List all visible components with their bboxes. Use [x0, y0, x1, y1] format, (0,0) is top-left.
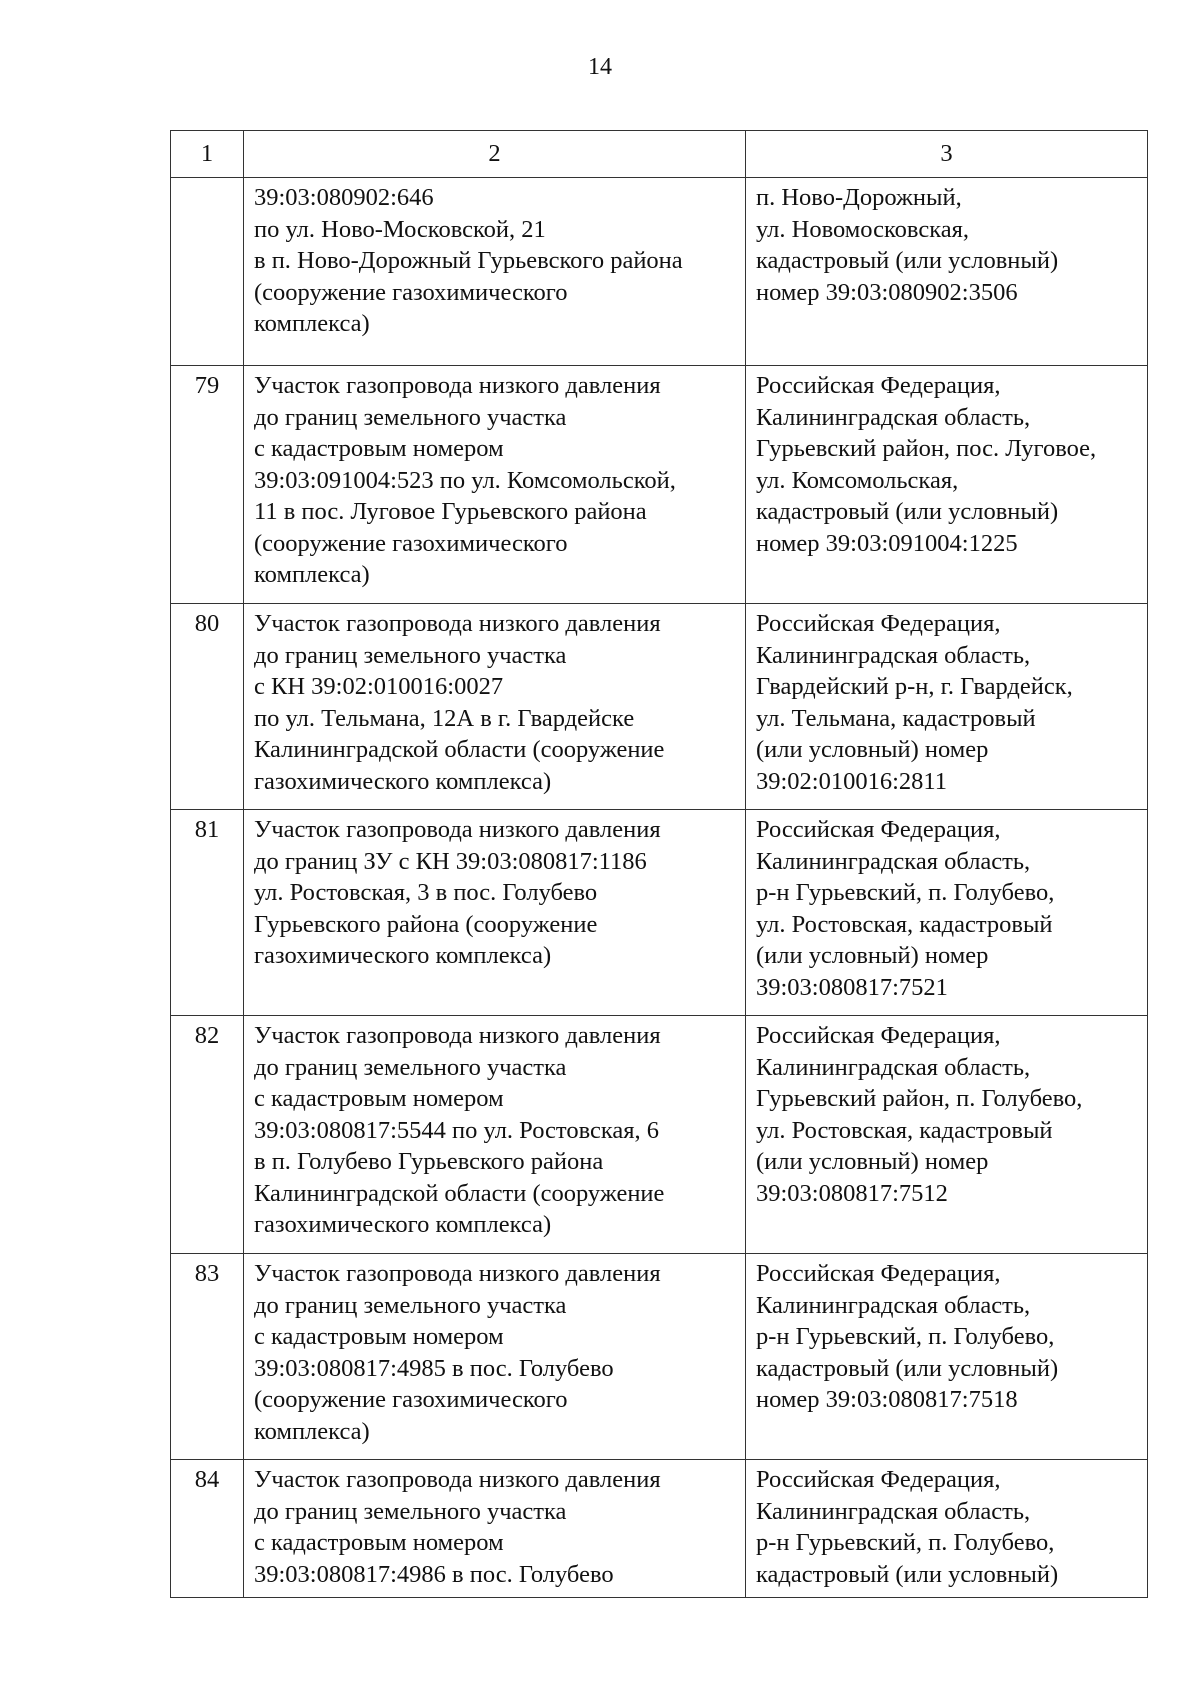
- location-cell: [746, 810, 1148, 1016]
- table-row: [171, 604, 1148, 810]
- description-cell: [244, 604, 746, 810]
- row-number-cell: [171, 1016, 244, 1254]
- location-cell: [746, 366, 1148, 604]
- table-row: [171, 366, 1148, 604]
- row-number-cell: [171, 178, 244, 366]
- location-cell: [746, 178, 1148, 366]
- location-cell: [746, 1016, 1148, 1254]
- table-row: [171, 1016, 1148, 1254]
- description-cell: [244, 178, 746, 366]
- object-location: п. Ново-Дорожный, ул. Новомосковская, кадастровый (или условный) номер 39:03:080902:3506: [756, 184, 1059, 306]
- object-location: Российская Федерация, Калининградская область, р-н Гурьевский, п. Голубево, кадастровый (или условный): [756, 1466, 1059, 1588]
- object-location: Российская Федерация, Калининградская область, р-н Гурьевский, п. Голубево, кадастровый (или условный) номер 39:03:080817:7518: [756, 1260, 1059, 1413]
- description-cell: [244, 1254, 746, 1460]
- table-row: [171, 1460, 1148, 1598]
- row-number: 79: [194, 372, 220, 399]
- row-number-cell: [171, 604, 244, 810]
- registry-table: [170, 130, 1148, 1598]
- object-location: Российская Федерация, Калининградская область, Гвардейский р-н, г. Гвардейск, ул. Тельмана, кадастровый (или условный) номер 39:02:010016:2811: [756, 610, 1073, 795]
- row-number-cell: [171, 1460, 244, 1598]
- location-cell: [746, 1460, 1148, 1598]
- object-description: Участок газопровода низкого давления до границ земельного участка с кадастровым номером 39:03:080817:4986 в пос. Голубево: [254, 1466, 661, 1588]
- column-header-3: 3: [746, 131, 1148, 178]
- table-header-row: [171, 131, 1148, 178]
- object-location: Российская Федерация, Калининградская область, р-н Гурьевский, п. Голубево, ул. Ростовская, кадастровый (или условный) номер 39:03:080817:7521: [756, 816, 1055, 1001]
- object-description: Участок газопровода низкого давления до границ земельного участка с кадастровым номером 39:03:080817:5544 по ул. Ростовская, 6 в п. Голубево Гурьевского района Калининградской области (сооружение газохимического комплекса): [254, 1022, 665, 1238]
- object-description: 39:03:080902:646 по ул. Ново-Московской, 21 в п. Ново-Дорожный Гурьевского района (сооружение газохимического комплекса): [254, 184, 683, 337]
- object-description: Участок газопровода низкого давления до границ земельного участка с КН 39:02:010016:0027 по ул. Тельмана, 12А в г. Гвардейске Калининградской области (сооружение газохимического комплекса): [254, 610, 665, 795]
- column-header-2: 2: [244, 131, 746, 178]
- table-row: [171, 1254, 1148, 1460]
- location-cell: [746, 1254, 1148, 1460]
- location-cell: [746, 604, 1148, 810]
- table-row: [171, 178, 1148, 366]
- row-number-cell: [171, 366, 244, 604]
- row-number-cell: [171, 810, 244, 1016]
- description-cell: [244, 1016, 746, 1254]
- row-number: 84: [194, 1466, 220, 1493]
- row-number: 80: [194, 610, 220, 637]
- object-location: Российская Федерация, Калининградская область, Гурьевский район, пос. Луговое, ул. Комсомольская, кадастровый (или условный) номер 39:03:091004:1225: [756, 372, 1097, 557]
- object-description: Участок газопровода низкого давления до границ ЗУ с КН 39:03:080817:1186 ул. Ростовская, 3 в пос. Голубево Гурьевского района (сооружение газохимического комплекса): [254, 816, 661, 969]
- object-description: Участок газопровода низкого давления до границ земельного участка с кадастровым номером 39:03:091004:523 по ул. Комсомольской, 11 в пос. Луговое Гурьевского района (сооружение газохимического комплекса): [254, 372, 676, 588]
- row-number: 81: [194, 816, 220, 843]
- description-cell: [244, 810, 746, 1016]
- column-header-1: 1: [171, 131, 244, 178]
- row-number: 82: [194, 1022, 220, 1049]
- row-number: 83: [194, 1260, 220, 1287]
- object-location: Российская Федерация, Калининградская область, Гурьевский район, п. Голубево, ул. Ростовская, кадастровый (или условный) номер 39:03:080817:7512: [756, 1022, 1083, 1207]
- description-cell: [244, 366, 746, 604]
- table-row: [171, 810, 1148, 1016]
- page-number: 14: [588, 54, 612, 80]
- description-cell: [244, 1460, 746, 1598]
- row-number-cell: [171, 1254, 244, 1460]
- object-description: Участок газопровода низкого давления до границ земельного участка с кадастровым номером 39:03:080817:4985 в пос. Голубево (сооружение газохимического комплекса): [254, 1260, 661, 1445]
